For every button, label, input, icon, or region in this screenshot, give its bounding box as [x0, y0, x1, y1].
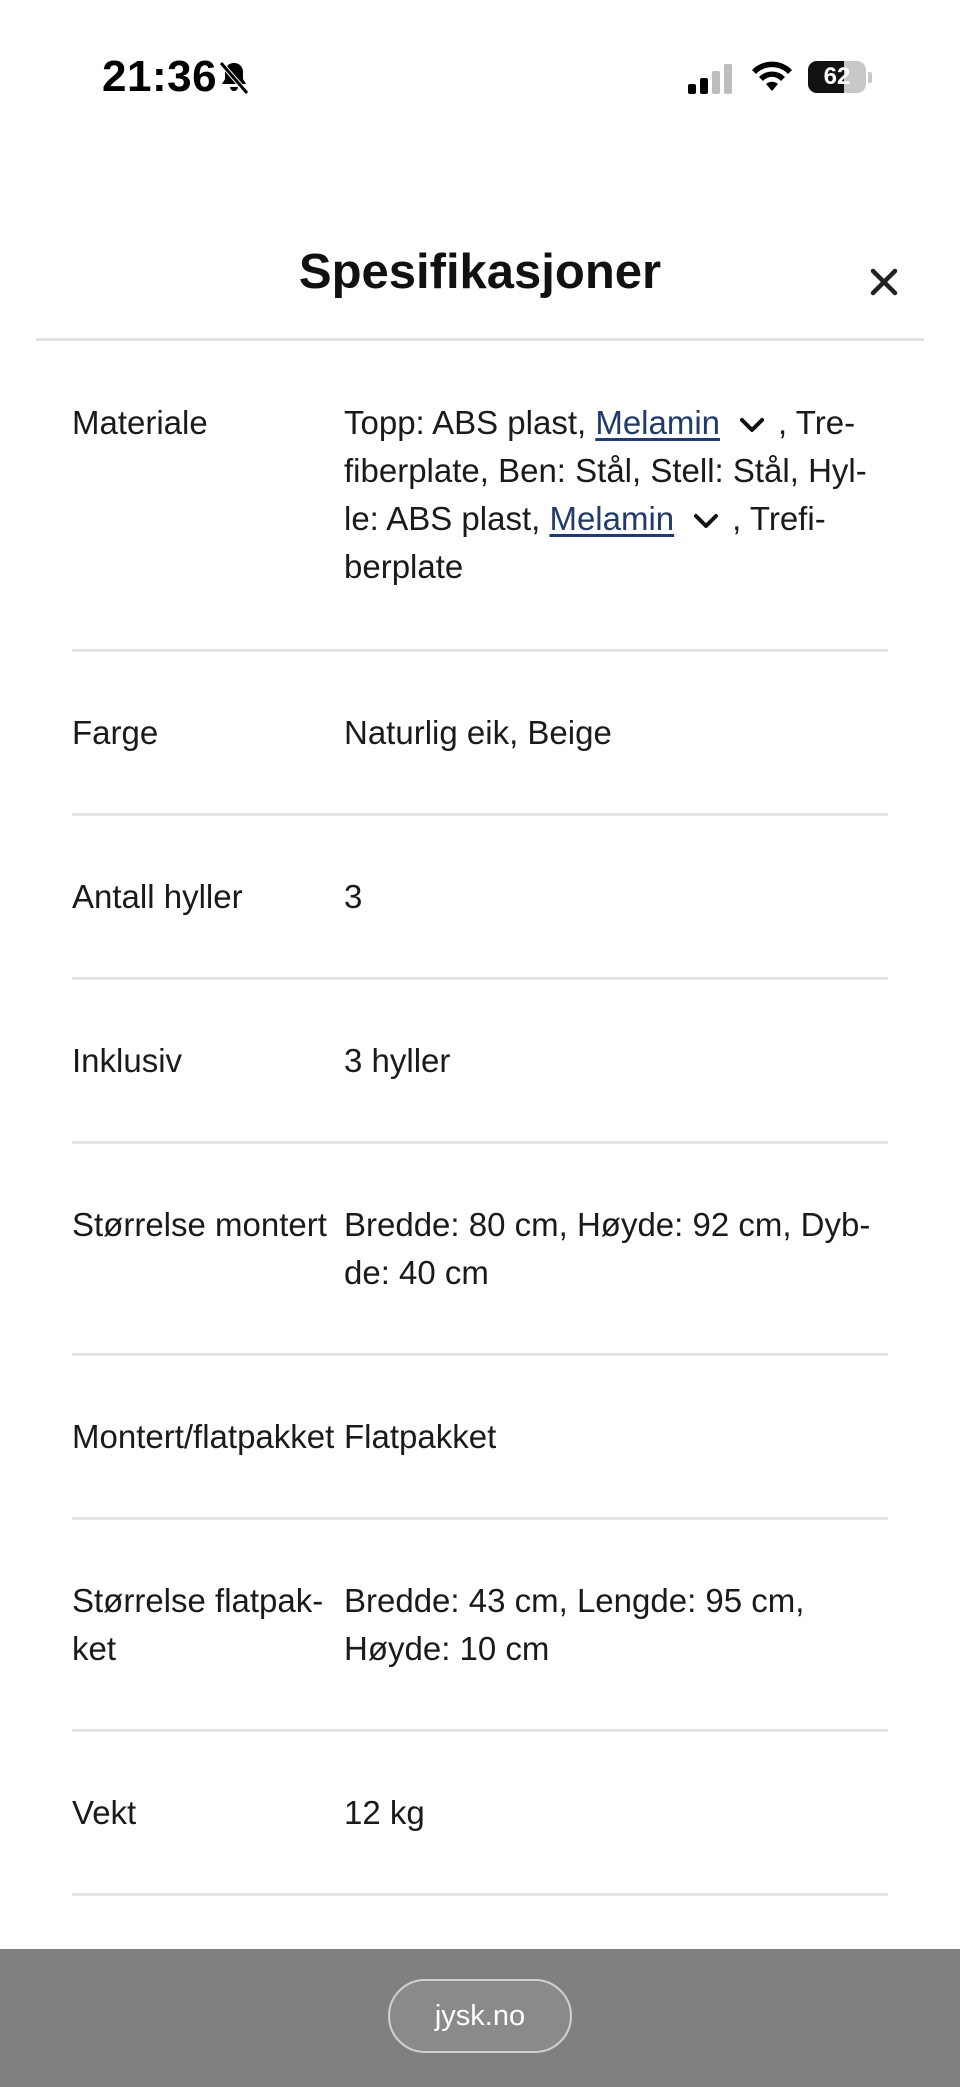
close-icon — [870, 268, 898, 296]
material-text-3: , Trefiberplate — [344, 500, 826, 585]
close-button[interactable] — [862, 260, 906, 304]
spec-row-shelf-count — [72, 816, 888, 980]
battery-level: 62 — [823, 63, 851, 90]
spec-row-package-size — [72, 1520, 888, 1732]
spec-label: Størrelse montert — [72, 1206, 327, 1243]
signal-icon — [686, 62, 736, 94]
spec-label: Vekt — [72, 1794, 137, 1831]
spec-value: 3 hyller — [344, 1042, 451, 1079]
spec-value: 12 kg — [344, 1794, 425, 1831]
spec-value: Bredde: 43 cm, Lengde: 95 cm, Høyde: 10 cm — [344, 1582, 805, 1667]
browser-toolbar — [0, 1949, 960, 2087]
material-text-2: , Trefiberplate, Ben: Stål, Stell: Stål, Hylle: ABS plast, — [344, 404, 867, 537]
spec-row-assembled-size — [72, 1144, 888, 1356]
chevron-down-icon[interactable] — [692, 511, 720, 531]
spec-label: Størrelse flatpakket — [72, 1582, 324, 1667]
spec-label: Farge — [72, 714, 159, 751]
spec-row-weight — [72, 1732, 888, 1896]
spec-list — [72, 340, 888, 1896]
spec-label: Inklusiv — [72, 1042, 183, 1079]
wifi-icon — [748, 58, 796, 94]
spec-label: Materiale — [72, 404, 208, 441]
spec-value: Naturlig eik, Beige — [344, 714, 612, 751]
modal-header — [0, 230, 960, 340]
spec-label: Montert/flatpakket — [72, 1418, 335, 1455]
spec-label: Antall hyller — [72, 878, 243, 915]
modal-title: Spesifikasjoner — [298, 245, 662, 299]
melamin-link[interactable]: Melamin — [549, 500, 675, 537]
spec-value — [344, 399, 888, 591]
material-text-1: Topp: ABS plast, — [344, 404, 596, 441]
spec-row-material — [72, 340, 888, 652]
spec-row-assembly — [72, 1356, 888, 1520]
chevron-down-icon[interactable] — [738, 415, 766, 435]
status-time: 21:36 — [102, 52, 218, 101]
spec-row-color — [72, 652, 888, 816]
status-bar — [0, 0, 960, 150]
spec-value: Flatpakket — [344, 1418, 497, 1455]
spec-value: 3 — [344, 878, 363, 915]
url-bar[interactable]: jysk.no — [388, 1979, 572, 2053]
bell-muted-icon — [218, 60, 250, 96]
battery-icon — [808, 61, 872, 93]
spec-row-included — [72, 980, 888, 1144]
melamin-link[interactable]: Melamin — [595, 404, 721, 441]
spec-value: Bredde: 80 cm, Høyde: 92 cm, Dybde: 40 cm — [344, 1206, 871, 1291]
